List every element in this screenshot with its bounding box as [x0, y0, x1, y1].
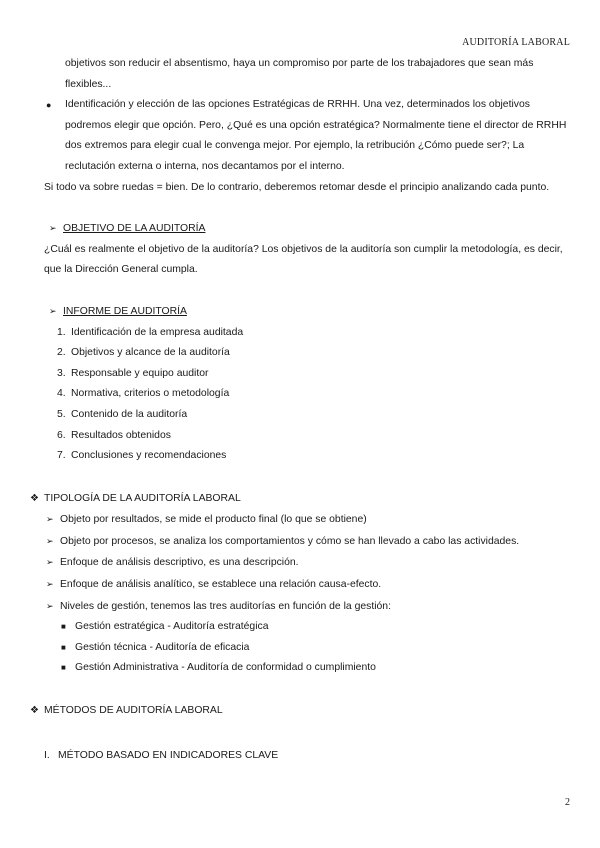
tipologia-item-text: Enfoque de análisis descriptivo, es una descripción.	[60, 557, 299, 569]
list-item-text: Objetivos y alcance de la auditoría	[71, 347, 230, 359]
document-body	[30, 54, 572, 766]
objetivo-line-1: ¿Cuál es realmente el objetivo de la auditoría? Los objetivos de la auditoría son cumplir la metodología, es decir,	[44, 243, 563, 255]
informe-heading	[49, 301, 572, 323]
arrow-icon: ➢	[46, 535, 54, 546]
tipologia-item	[46, 552, 572, 574]
strategic-options-bullet	[44, 95, 572, 177]
tipologia-item-text: Enfoque de análisis analítico, se establece una relación causa-efecto.	[60, 579, 382, 591]
running-header: AUDITORÍA LABORAL	[462, 37, 570, 48]
list-item-text: Identificación de la empresa auditada	[71, 326, 244, 338]
gestion-sub-item	[61, 617, 572, 638]
gestion-sub-item	[61, 658, 572, 679]
page-number: 2	[565, 797, 570, 808]
gestion-sub-item-text: Gestión Administrativa - Auditoría de conformidad o cumplimiento	[75, 662, 376, 674]
arrow-icon: ➢	[46, 579, 54, 590]
list-item	[57, 426, 572, 447]
bullet-line-3: dos extremos para elegir cual le convenga mejor. Por ejemplo, la retribución ¿Cómo puede ser?; La	[65, 140, 525, 152]
tipologia-item-text: Objeto por resultados, se mide el producto final (lo que se obtiene)	[60, 514, 367, 526]
tipologia-item-text: Niveles de gestión, tenemos las tres auditorías en función de la gestión:	[60, 600, 391, 612]
list-number: 4.	[57, 388, 66, 400]
gestion-sub-item-text: Gestión técnica - Auditoría de eficacia	[75, 641, 250, 653]
tipologia-item-text: Objeto por procesos, se analiza los comportamientos y cómo se han llevado a cabo las actividades.	[60, 535, 520, 547]
square-bullet-icon: ■	[61, 642, 66, 652]
list-item-text: Resultados obtenidos	[71, 429, 171, 441]
arrow-icon: ➢	[46, 514, 54, 525]
list-item	[57, 364, 572, 385]
intro-closing: Si todo va sobre ruedas = bien. De lo contrario, deberemos retomar desde el principio analizando cada punto.	[44, 181, 550, 193]
intro-continued-line-2: flexibles...	[65, 78, 112, 90]
list-item-text: Responsable y equipo auditor	[71, 367, 209, 379]
diamond-icon: ❖	[30, 492, 39, 504]
tipologia-item	[46, 531, 572, 553]
objetivo-heading	[49, 218, 572, 240]
list-item	[57, 323, 572, 344]
gestion-sub-item-text: Gestión estratégica - Auditoría estratégica	[75, 621, 269, 633]
bullet-icon: ●	[46, 100, 52, 111]
metodos-heading	[30, 701, 572, 722]
bullet-line-1: Identificación y elección de las opciones Estratégicas de RRHH. Una vez, determinados los objetivos	[65, 99, 530, 111]
tipologia-item	[46, 574, 572, 596]
tipologia-item	[46, 596, 572, 618]
diamond-icon: ❖	[30, 705, 39, 717]
metodos-heading-text: MÉTODOS DE AUDITORÍA LABORAL	[44, 705, 223, 717]
gestion-sub-item	[61, 638, 572, 659]
list-item	[57, 384, 572, 405]
square-bullet-icon: ■	[61, 622, 66, 632]
bullet-line-4: reclutación externa o interna, nos decantamos por el interno.	[65, 160, 345, 172]
arrow-icon: ➢	[46, 600, 54, 611]
list-number: 1.	[57, 326, 66, 338]
tipologia-heading	[30, 489, 572, 510]
list-item-text: Contenido de la auditoría	[71, 408, 188, 420]
arrow-icon: ➢	[46, 557, 54, 568]
list-item	[57, 343, 572, 364]
bullet-line-2: podremos elegir que opción. Pero, ¿Qué es una opción estratégica? Normalmente tiene el director de RRHH	[65, 119, 567, 131]
metodo-indicadores-heading-text: MÉTODO BASADO EN INDICADORES CLAVE	[58, 749, 279, 761]
arrow-icon: ➢	[49, 223, 57, 234]
list-item	[57, 405, 572, 426]
roman-numeral: I.	[44, 749, 50, 761]
informe-list	[44, 323, 572, 467]
list-item-text: Normativa, criterios o metodología	[71, 388, 230, 400]
list-number: 2.	[57, 347, 66, 359]
tipologia-heading-text: TIPOLOGÍA DE LA AUDITORÍA LABORAL	[44, 492, 241, 504]
arrow-icon: ➢	[49, 305, 57, 316]
list-item	[57, 446, 572, 467]
tipologia-item	[46, 509, 572, 531]
list-number: 3.	[57, 367, 66, 379]
intro-continued-line-1: objetivos son reducir el absentismo, haya un compromiso por parte de los trabajadores que sean más	[65, 58, 534, 69]
objetivo-line-2: que la Dirección General cumpla.	[44, 264, 198, 276]
informe-heading-text: INFORME DE AUDITORÍA	[63, 305, 187, 317]
list-number: 5.	[57, 408, 66, 420]
square-bullet-icon: ■	[61, 663, 66, 673]
objetivo-heading-text: OBJETIVO DE LA AUDITORÍA	[63, 223, 206, 235]
metodo-indicadores-heading	[44, 746, 572, 767]
list-number: 6.	[57, 429, 66, 441]
list-item-text: Conclusiones y recomendaciones	[71, 450, 227, 462]
list-number: 7.	[57, 450, 66, 462]
